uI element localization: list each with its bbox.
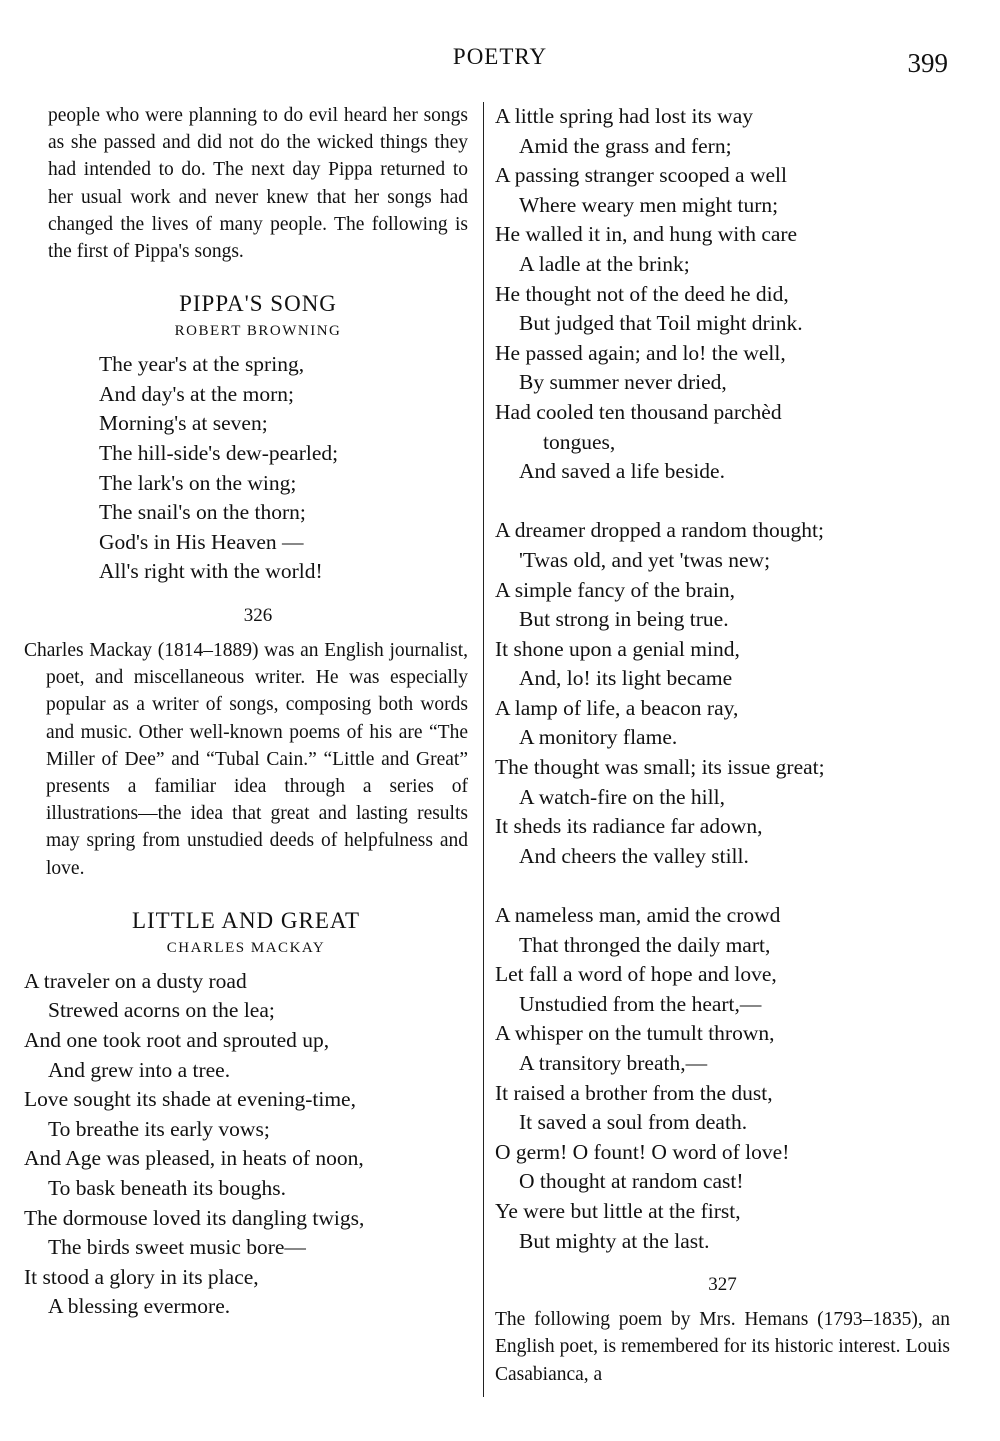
verse-line: It raised a brother from the dust, <box>495 1080 773 1105</box>
verse-line: A lamp of life, a beacon ray, <box>495 695 739 720</box>
verse-line: A simple fancy of the brain, <box>495 577 736 602</box>
stanza-gap <box>495 871 950 901</box>
verse-line: It saved a soul from death. <box>519 1110 748 1135</box>
verse-line: The hill-side's dew-pearled; <box>99 441 339 465</box>
verse-line: tongues, <box>543 429 616 454</box>
column-divider <box>483 102 484 1397</box>
verse-line: The lark's on the wing; <box>99 470 297 495</box>
verse-line: And one took root and sprouted up, <box>24 1027 330 1052</box>
right-column <box>495 102 950 1388</box>
verse-line: A ladle at the brink; <box>519 251 690 276</box>
verse-line: Where weary men might turn; <box>519 192 779 217</box>
verse-line: But mighty at the last. <box>519 1228 710 1253</box>
verse-line: A passing stranger scooped a well <box>495 163 787 188</box>
little-great-verse-left <box>24 967 468 1322</box>
verse-line: God's in His Heaven — <box>99 529 304 554</box>
verse-line: He walled it in, and hung with care <box>495 222 798 247</box>
stanza-gap <box>495 487 950 517</box>
verse-line: Strewed acorns on the lea; <box>48 998 275 1023</box>
verse-line: A watch-fire on the hill, <box>519 784 725 809</box>
verse-line: All's right with the world! <box>99 559 323 584</box>
running-head: POETRY <box>452 44 548 69</box>
little-great-verse-right <box>495 102 950 1256</box>
section-number-327: 327 <box>708 1274 737 1296</box>
verse-line: Unstudied from the heart,— <box>519 991 762 1016</box>
section-number-326: 326 <box>243 604 273 626</box>
note-327: The following poem by Mrs. Hemans (1793–1835), an English poet, is remembered for its historic interest. Louis Casabianca, a <box>495 1309 950 1385</box>
verse-line: To breathe its early vows; <box>48 1116 270 1141</box>
verse-line: A traveler on a dusty road <box>24 968 247 993</box>
little-great-title: LITTLE AND GREAT <box>131 907 361 933</box>
verse-line: The thought was small; its issue great; <box>495 755 825 780</box>
verse-line: But strong in being true. <box>519 607 729 632</box>
verse-line: That thronged the daily mart, <box>519 932 771 957</box>
verse-line: To bask beneath its boughs. <box>48 1175 286 1200</box>
verse-line: By summer never dried, <box>519 370 727 395</box>
verse-line: Love sought its shade at evening-time, <box>24 1087 356 1112</box>
verse-line: And Age was pleased, in heats of noon, <box>24 1146 364 1171</box>
verse-line: A monitory flame. <box>519 725 678 750</box>
pippa-song-verse <box>24 350 468 587</box>
verse-line: The birds sweet music bore— <box>48 1235 306 1260</box>
verse-line: And saved a life beside. <box>519 459 725 484</box>
verse-line: Let fall a word of hope and love, <box>495 962 777 987</box>
page-number: 399 <box>907 48 948 78</box>
verse-line: O thought at random cast! <box>519 1169 744 1194</box>
verse-line: 'Twas old, and yet 'twas new; <box>519 547 771 572</box>
verse-line: He thought not of the deed he did, <box>495 281 789 306</box>
little-great-author: CHARLES MACKAY <box>166 939 326 956</box>
pippa-song-title: PIPPA'S SONG <box>179 291 337 317</box>
pippa-song-author: ROBERT BROWNING <box>174 323 342 340</box>
verse-line: The dormouse loved its dangling twigs, <box>24 1205 365 1230</box>
verse-line: It sheds its radiance far adown, <box>495 814 763 839</box>
note-326: Charles Mackay (1814–1889) was an English journalist, poet, and miscellaneous writer. He was especially popular as a writer of songs, composing both words and music. Other well-known poems of his are “The Miller of Dee” and “Tubal Cain.” “Little and Great” presents a familiar idea through a series of illustrations—the idea that great and lasting results may spring from unstudied deeds of helpfulness and love. <box>24 639 468 879</box>
verse-line: He passed again; and lo! the well, <box>495 340 786 365</box>
verse-line: A whisper on the tumult thrown, <box>495 1021 775 1046</box>
verse-line: A transitory breath,— <box>519 1051 708 1075</box>
verse-line: Morning's at seven; <box>99 411 268 436</box>
left-column <box>24 102 468 1322</box>
verse-line: Ye were but little at the first, <box>495 1198 741 1223</box>
verse-line: Had cooled ten thousand parchèd <box>495 399 782 424</box>
verse-line: And day's at the morn; <box>99 381 294 406</box>
verse-line: It shone upon a genial mind, <box>495 636 740 661</box>
verse-line: But judged that Toil might drink. <box>519 311 803 336</box>
verse-line: The snail's on the thorn; <box>99 500 306 525</box>
verse-line: O germ! O fount! O word of love! <box>495 1139 790 1164</box>
verse-line: A little spring had lost its way <box>495 104 753 128</box>
verse-line: A blessing evermore. <box>48 1294 231 1319</box>
verse-line: A dreamer dropped a random thought; <box>495 518 824 543</box>
verse-line: A nameless man, amid the crowd <box>495 903 781 928</box>
verse-line: The year's at the spring, <box>99 352 305 377</box>
intro-paragraph: people who were planning to do evil heard her songs as she passed and did not do the wicked things they had intended to do. The next day Pippa returned to her usual work and never knew that her songs had changed the lives of many people. The following is the first of Pippa's songs. <box>48 105 468 263</box>
verse-line: And, lo! its light became <box>519 666 733 691</box>
verse-line: And cheers the valley still. <box>519 843 749 868</box>
verse-line: Amid the grass and fern; <box>519 133 732 158</box>
verse-line: It stood a glory in its place, <box>24 1264 259 1289</box>
verse-line: And grew into a tree. <box>48 1057 231 1082</box>
